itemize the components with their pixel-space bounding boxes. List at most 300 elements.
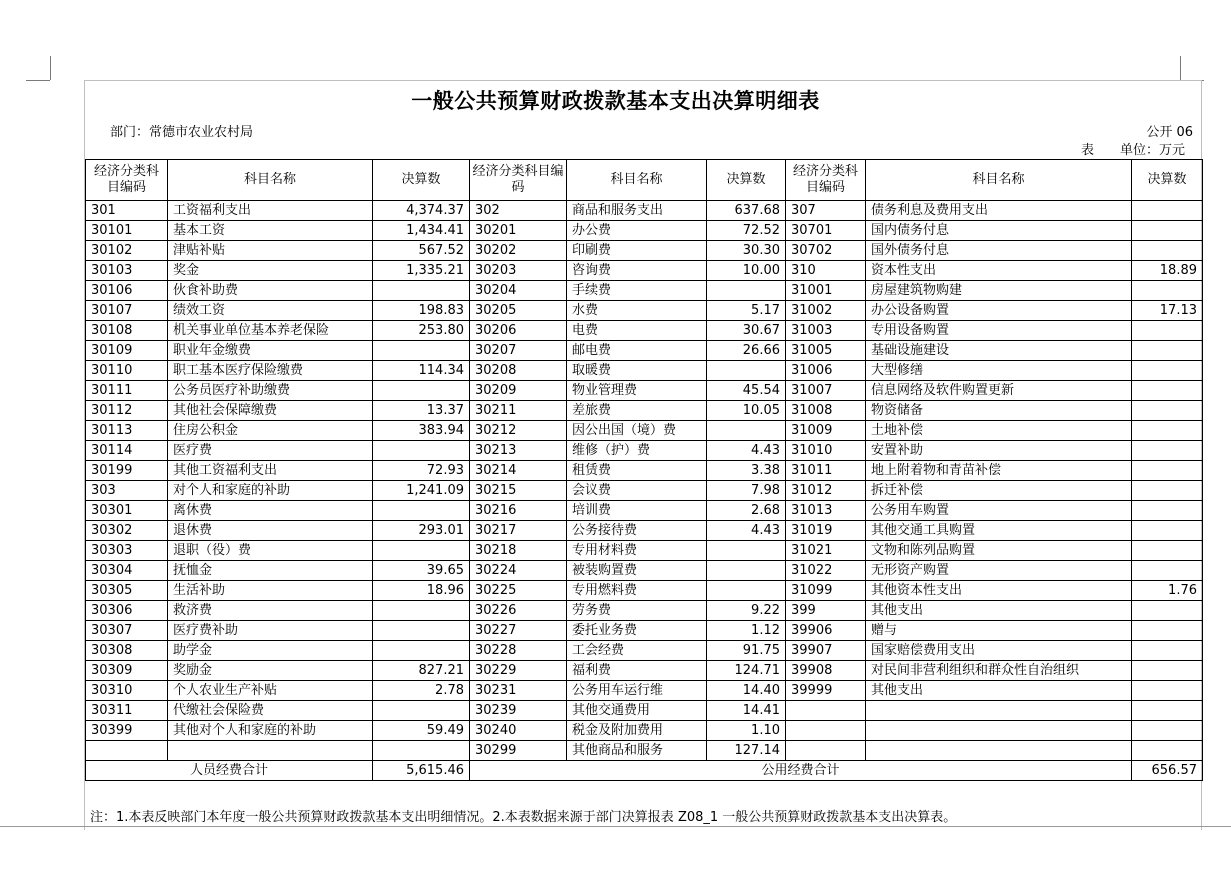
- table-row: [86, 341, 1203, 361]
- code-cell: 30231: [470, 681, 567, 701]
- name-cell: 因公出国（境）费: [567, 421, 707, 441]
- code-cell: 30228: [470, 641, 567, 661]
- name-cell: 其他对个人和家庭的补助: [168, 721, 373, 741]
- amount-cell: 30.30: [707, 241, 786, 261]
- amount-cell: [1132, 381, 1203, 401]
- amount-cell: 1.10: [707, 721, 786, 741]
- name-cell: 其他商品和服务: [567, 741, 707, 761]
- table-row: [86, 401, 1203, 421]
- code-cell: 30311: [86, 701, 168, 721]
- amount-cell: 2.68: [707, 501, 786, 521]
- name-cell: 维修（护）费: [567, 441, 707, 461]
- name-cell: 赠与: [866, 621, 1132, 641]
- name-cell: 抚恤金: [168, 561, 373, 581]
- amount-cell: [373, 741, 470, 761]
- amount-cell: 10.00: [707, 261, 786, 281]
- amount-cell: [707, 281, 786, 301]
- crop-mark-tl-v: [50, 56, 51, 80]
- amount-cell: [373, 381, 470, 401]
- page-bottom-line: [0, 826, 1231, 827]
- amount-cell: 5.17: [707, 301, 786, 321]
- amount-cell: 9.22: [707, 601, 786, 621]
- amount-cell: [373, 601, 470, 621]
- code-cell: [786, 741, 866, 761]
- crop-mark-tl-h: [26, 80, 50, 81]
- code-cell: 30204: [470, 281, 567, 301]
- table-row: [86, 561, 1203, 581]
- name-cell: 委托业务费: [567, 621, 707, 641]
- header-cell: 决算数: [707, 160, 786, 201]
- amount-cell: 1.76: [1132, 581, 1203, 601]
- amount-cell: [1132, 321, 1203, 341]
- code-cell: 31010: [786, 441, 866, 461]
- amount-cell: [1132, 461, 1203, 481]
- code-cell: 30702: [786, 241, 866, 261]
- amount-cell: 45.54: [707, 381, 786, 401]
- code-cell: 39907: [786, 641, 866, 661]
- name-cell: 基础设施建设: [866, 341, 1132, 361]
- code-cell: 31009: [786, 421, 866, 441]
- table-row: [86, 321, 1203, 341]
- code-cell: [86, 741, 168, 761]
- code-cell: 30101: [86, 221, 168, 241]
- amount-cell: 4,374.37: [373, 201, 470, 221]
- name-cell: 对个人和家庭的补助: [168, 481, 373, 501]
- name-cell: 代缴社会保险费: [168, 701, 373, 721]
- code-cell: 302: [470, 201, 567, 221]
- name-cell: 电费: [567, 321, 707, 341]
- amount-cell: [1132, 441, 1203, 461]
- name-cell: 救济费: [168, 601, 373, 621]
- table-row: [86, 381, 1203, 401]
- name-cell: 被装购置费: [567, 561, 707, 581]
- amount-cell: 3.38: [707, 461, 786, 481]
- code-cell: 30102: [86, 241, 168, 261]
- header-cell: 经济分类科目编码: [470, 160, 567, 201]
- code-cell: 30216: [470, 501, 567, 521]
- amount-cell: [1132, 621, 1203, 641]
- amount-cell: 1.12: [707, 621, 786, 641]
- code-cell: 31012: [786, 481, 866, 501]
- department-label: 部门：常德市农业农村局: [110, 125, 254, 140]
- table-row: [86, 461, 1203, 481]
- amount-cell: 18.89: [1132, 261, 1203, 281]
- table-row: [86, 301, 1203, 321]
- amount-cell: [1132, 741, 1203, 761]
- code-cell: 30214: [470, 461, 567, 481]
- amount-cell: [1132, 541, 1203, 561]
- table-row: [86, 641, 1203, 661]
- amount-cell: [1132, 341, 1203, 361]
- code-cell: 30108: [86, 321, 168, 341]
- amount-cell: [1132, 221, 1203, 241]
- amount-cell: [1132, 661, 1203, 681]
- amount-cell: 1,335.21: [373, 261, 470, 281]
- table-row: [86, 501, 1203, 521]
- code-cell: 30113: [86, 421, 168, 441]
- table-row: [86, 281, 1203, 301]
- name-cell: 伙食补助费: [168, 281, 373, 301]
- name-cell: 医疗费补助: [168, 621, 373, 641]
- header-cell: 经济分类科目编码: [786, 160, 866, 201]
- name-cell: 公务接待费: [567, 521, 707, 541]
- code-cell: 31002: [786, 301, 866, 321]
- table-row: [86, 741, 1203, 761]
- table-row: [86, 201, 1203, 221]
- amount-cell: 26.66: [707, 341, 786, 361]
- name-cell: 咨询费: [567, 261, 707, 281]
- amount-cell: 567.52: [373, 241, 470, 261]
- code-cell: 30302: [86, 521, 168, 541]
- table-body: [86, 201, 1203, 761]
- name-cell: 大型修缮: [866, 361, 1132, 381]
- code-cell: 30209: [470, 381, 567, 401]
- table-row: [86, 601, 1203, 621]
- code-cell: 30304: [86, 561, 168, 581]
- code-cell: 31021: [786, 541, 866, 561]
- name-cell: 办公设备购置: [866, 301, 1132, 321]
- name-cell: 无形资产购置: [866, 561, 1132, 581]
- amount-cell: [1132, 521, 1203, 541]
- amount-cell: 10.05: [707, 401, 786, 421]
- amount-cell: 637.68: [707, 201, 786, 221]
- code-cell: 39906: [786, 621, 866, 641]
- code-cell: 30226: [470, 601, 567, 621]
- amount-cell: [1132, 721, 1203, 741]
- table-row: [86, 421, 1203, 441]
- name-cell: 国外债务付息: [866, 241, 1132, 261]
- name-cell: 退职（役）费: [168, 541, 373, 561]
- name-cell: 劳务费: [567, 601, 707, 621]
- amount-cell: [1132, 241, 1203, 261]
- name-cell: 商品和服务支出: [567, 201, 707, 221]
- amount-cell: [373, 441, 470, 461]
- code-cell: 31001: [786, 281, 866, 301]
- code-cell: 30224: [470, 561, 567, 581]
- header-cell: 决算数: [373, 160, 470, 201]
- amount-cell: [373, 341, 470, 361]
- amount-cell: [1132, 601, 1203, 621]
- page-title: 一般公共预算财政拨款基本支出决算明细表: [411, 88, 820, 113]
- amount-cell: 2.78: [373, 681, 470, 701]
- name-cell: 专用燃料费: [567, 581, 707, 601]
- code-cell: 30201: [470, 221, 567, 241]
- code-cell: 30225: [470, 581, 567, 601]
- amount-cell: 293.01: [373, 521, 470, 541]
- code-cell: 30112: [86, 401, 168, 421]
- amount-cell: [707, 561, 786, 581]
- code-cell: 39908: [786, 661, 866, 681]
- code-cell: 30103: [86, 261, 168, 281]
- amount-cell: [1132, 701, 1203, 721]
- code-cell: 30240: [470, 721, 567, 741]
- amount-cell: 39.65: [373, 561, 470, 581]
- amount-cell: [373, 281, 470, 301]
- code-cell: 31008: [786, 401, 866, 421]
- code-cell: 30301: [86, 501, 168, 521]
- personnel-total-label: 人员经费合计: [86, 761, 373, 781]
- name-cell: 对民间非营利组织和群众性自治组织: [866, 661, 1132, 681]
- name-cell: 取暖费: [567, 361, 707, 381]
- code-cell: 30306: [86, 601, 168, 621]
- name-cell: 职业年金缴费: [168, 341, 373, 361]
- name-cell: 基本工资: [168, 221, 373, 241]
- code-cell: 30310: [86, 681, 168, 701]
- name-cell: 离休费: [168, 501, 373, 521]
- name-cell: 拆迁补偿: [866, 481, 1132, 501]
- table-row: [86, 661, 1203, 681]
- table-row: [86, 481, 1203, 501]
- amount-cell: 114.34: [373, 361, 470, 381]
- name-cell: 物资储备: [866, 401, 1132, 421]
- code-cell: 31007: [786, 381, 866, 401]
- code-cell: 30111: [86, 381, 168, 401]
- name-cell: 其他交通工具购置: [866, 521, 1132, 541]
- code-cell: 30213: [470, 441, 567, 461]
- name-cell: [866, 721, 1132, 741]
- name-cell: 税金及附加费用: [567, 721, 707, 741]
- public-total-label: 公用经费合计: [470, 761, 1132, 781]
- name-cell: 邮电费: [567, 341, 707, 361]
- code-cell: 31013: [786, 501, 866, 521]
- amount-cell: 4.43: [707, 521, 786, 541]
- amount-cell: 1,241.09: [373, 481, 470, 501]
- code-cell: 30110: [86, 361, 168, 381]
- footnote: 注：1.本表反映部门本年度一般公共预算财政拨款基本支出明细情况。2.本表数据来源于部门决算报表 Z08_1 一般公共预算财政拨款基本支出决算表。: [90, 810, 957, 825]
- code-cell: 30106: [86, 281, 168, 301]
- crop-mark-tr-v: [1180, 56, 1181, 80]
- personnel-total-value: 5,615.46: [373, 761, 470, 781]
- code-cell: [786, 701, 866, 721]
- table-row: [86, 441, 1203, 461]
- amount-cell: 72.93: [373, 461, 470, 481]
- name-cell: 福利费: [567, 661, 707, 681]
- name-cell: 公务员医疗补助缴费: [168, 381, 373, 401]
- amount-cell: 72.52: [707, 221, 786, 241]
- name-cell: 公务用车购置: [866, 501, 1132, 521]
- header-cell: 科目名称: [168, 160, 373, 201]
- amount-cell: [707, 541, 786, 561]
- name-cell: 信息网络及软件购置更新: [866, 381, 1132, 401]
- name-cell: 国家赔偿费用支出: [866, 641, 1132, 661]
- amount-cell: [373, 641, 470, 661]
- amount-cell: 30.67: [707, 321, 786, 341]
- totals-row: [86, 761, 1203, 781]
- amount-cell: 127.14: [707, 741, 786, 761]
- code-cell: 303: [86, 481, 168, 501]
- name-cell: [866, 701, 1132, 721]
- amount-cell: 1,434.41: [373, 221, 470, 241]
- amount-cell: [707, 421, 786, 441]
- name-cell: 印刷费: [567, 241, 707, 261]
- amount-cell: [373, 621, 470, 641]
- amount-cell: [373, 701, 470, 721]
- amount-cell: [1132, 681, 1203, 701]
- code-cell: 30114: [86, 441, 168, 461]
- amount-cell: 383.94: [373, 421, 470, 441]
- name-cell: 其他社会保障缴费: [168, 401, 373, 421]
- name-cell: 职工基本医疗保险缴费: [168, 361, 373, 381]
- amount-cell: [1132, 421, 1203, 441]
- code-cell: 30199: [86, 461, 168, 481]
- code-cell: [786, 721, 866, 741]
- code-cell: 30303: [86, 541, 168, 561]
- name-cell: 会议费: [567, 481, 707, 501]
- name-cell: 其他资本性支出: [866, 581, 1132, 601]
- name-cell: 奖励金: [168, 661, 373, 681]
- name-cell: 手续费: [567, 281, 707, 301]
- code-cell: 30309: [86, 661, 168, 681]
- table-row: [86, 261, 1203, 281]
- name-cell: 奖金: [168, 261, 373, 281]
- amount-cell: 7.98: [707, 481, 786, 501]
- name-cell: 房屋建筑物购建: [866, 281, 1132, 301]
- code-cell: 30217: [470, 521, 567, 541]
- code-cell: 31022: [786, 561, 866, 581]
- name-cell: 其他支出: [866, 601, 1132, 621]
- amount-cell: 59.49: [373, 721, 470, 741]
- code-cell: 301: [86, 201, 168, 221]
- table-row: [86, 221, 1203, 241]
- name-cell: 国内债务付息: [866, 221, 1132, 241]
- amount-cell: 253.80: [373, 321, 470, 341]
- amount-cell: [1132, 501, 1203, 521]
- name-cell: 助学金: [168, 641, 373, 661]
- name-cell: 生活补助: [168, 581, 373, 601]
- header-cell: 科目名称: [866, 160, 1132, 201]
- code-cell: 31019: [786, 521, 866, 541]
- code-cell: 30299: [470, 741, 567, 761]
- code-cell: 30109: [86, 341, 168, 361]
- name-cell: 津贴补贴: [168, 241, 373, 261]
- amount-cell: [1132, 361, 1203, 381]
- code-cell: 39999: [786, 681, 866, 701]
- table-row: [86, 581, 1203, 601]
- name-cell: 专用材料费: [567, 541, 707, 561]
- table-code: 公开 06: [1146, 125, 1193, 140]
- code-cell: 30307: [86, 621, 168, 641]
- code-cell: 30205: [470, 301, 567, 321]
- amount-cell: 17.13: [1132, 301, 1203, 321]
- table-row: [86, 361, 1203, 381]
- code-cell: 30701: [786, 221, 866, 241]
- amount-cell: [1132, 281, 1203, 301]
- amount-cell: 827.21: [373, 661, 470, 681]
- name-cell: 地上附着物和青苗补偿: [866, 461, 1132, 481]
- code-cell: 399: [786, 601, 866, 621]
- name-cell: 安置补助: [866, 441, 1132, 461]
- name-cell: 债务利息及费用支出: [866, 201, 1132, 221]
- table-row: [86, 521, 1203, 541]
- code-cell: 30239: [470, 701, 567, 721]
- code-cell: 30218: [470, 541, 567, 561]
- amount-cell: [1132, 561, 1203, 581]
- name-cell: 水费: [567, 301, 707, 321]
- name-cell: 其他工资福利支出: [168, 461, 373, 481]
- name-cell: 专用设备购置: [866, 321, 1132, 341]
- name-cell: 医疗费: [168, 441, 373, 461]
- amount-cell: 18.96: [373, 581, 470, 601]
- table-row: [86, 681, 1203, 701]
- code-cell: 30107: [86, 301, 168, 321]
- code-cell: 30215: [470, 481, 567, 501]
- name-cell: 物业管理费: [567, 381, 707, 401]
- table-header-row: [86, 160, 1203, 201]
- amount-cell: [373, 541, 470, 561]
- code-cell: 31005: [786, 341, 866, 361]
- name-cell: 工会经费: [567, 641, 707, 661]
- amount-cell: 91.75: [707, 641, 786, 661]
- name-cell: 培训费: [567, 501, 707, 521]
- amount-cell: [1132, 401, 1203, 421]
- amount-cell: [707, 361, 786, 381]
- code-cell: 30207: [470, 341, 567, 361]
- amount-cell: [1132, 201, 1203, 221]
- code-cell: 30202: [470, 241, 567, 261]
- header-cell: 经济分类科目编码: [86, 160, 168, 201]
- table-row: [86, 541, 1203, 561]
- code-cell: 31011: [786, 461, 866, 481]
- amount-cell: [707, 581, 786, 601]
- name-cell: [168, 741, 373, 761]
- amount-cell: 14.41: [707, 701, 786, 721]
- code-cell: 310: [786, 261, 866, 281]
- code-cell: 31003: [786, 321, 866, 341]
- unit-label: 表 单位：万元: [1080, 143, 1185, 158]
- name-cell: 公务用车运行维: [567, 681, 707, 701]
- code-cell: 30227: [470, 621, 567, 641]
- name-cell: 办公费: [567, 221, 707, 241]
- amount-cell: 124.71: [707, 661, 786, 681]
- code-cell: 30229: [470, 661, 567, 681]
- name-cell: 其他支出: [866, 681, 1132, 701]
- code-cell: 31006: [786, 361, 866, 381]
- header-cell: 决算数: [1132, 160, 1203, 201]
- table-row: [86, 241, 1203, 261]
- code-cell: 30208: [470, 361, 567, 381]
- name-cell: 租赁费: [567, 461, 707, 481]
- amount-cell: 198.83: [373, 301, 470, 321]
- code-cell: 30305: [86, 581, 168, 601]
- name-cell: 绩效工资: [168, 301, 373, 321]
- code-cell: 30206: [470, 321, 567, 341]
- name-cell: 个人农业生产补贴: [168, 681, 373, 701]
- name-cell: 退休费: [168, 521, 373, 541]
- name-cell: 其他交通费用: [567, 701, 707, 721]
- header-cell: 科目名称: [567, 160, 707, 201]
- amount-cell: 14.40: [707, 681, 786, 701]
- amount-cell: 4.43: [707, 441, 786, 461]
- code-cell: 30308: [86, 641, 168, 661]
- expenditure-table: [85, 159, 1203, 781]
- table-row: [86, 621, 1203, 641]
- table-row: [86, 701, 1203, 721]
- name-cell: 机关事业单位基本养老保险: [168, 321, 373, 341]
- code-cell: 30203: [470, 261, 567, 281]
- name-cell: [866, 741, 1132, 761]
- code-cell: 31099: [786, 581, 866, 601]
- table-row: [86, 721, 1203, 741]
- name-cell: 文物和陈列品购置: [866, 541, 1132, 561]
- amount-cell: [1132, 641, 1203, 661]
- code-cell: 30211: [470, 401, 567, 421]
- code-cell: 30399: [86, 721, 168, 741]
- amount-cell: 13.37: [373, 401, 470, 421]
- code-cell: 307: [786, 201, 866, 221]
- code-cell: 30212: [470, 421, 567, 441]
- name-cell: 土地补偿: [866, 421, 1132, 441]
- name-cell: 工资福利支出: [168, 201, 373, 221]
